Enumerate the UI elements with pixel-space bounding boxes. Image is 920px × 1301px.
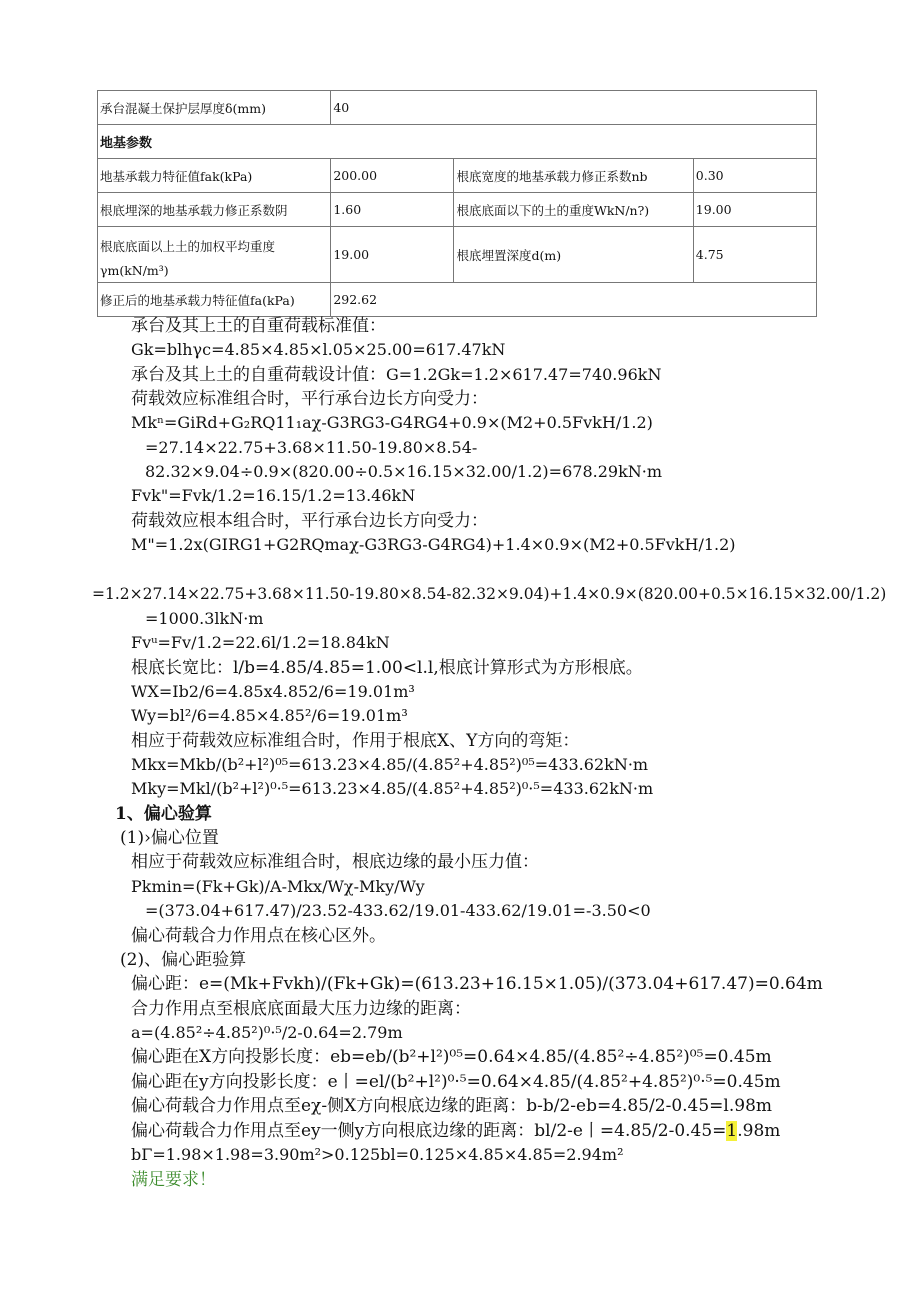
nb-value: 0.30 xyxy=(693,159,816,193)
fak-label: 地基承载力特征值fak(kPa) xyxy=(98,159,331,193)
formula-line: 82.32×9.04÷0.9×(820.00÷0.5×16.15×32.00/1.2)=678.29kN·m xyxy=(145,462,663,481)
formula-line: Gk=blhγc=4.85×4.85×l.05×25.00=617.47kN xyxy=(131,340,506,359)
table-row xyxy=(98,227,817,283)
cover-thickness-value: 40 xyxy=(331,91,817,125)
text-segment: .98m xyxy=(737,1121,781,1141)
text-line: 偏心距在X方向投影长度：eb=eb/(b²+l²)⁰⁵=0.64×4.85/(4.85²÷4.85²)⁰⁵=0.45m xyxy=(131,1047,772,1067)
gamma-label: 根底底面以下的土的重度WkN/n?) xyxy=(454,193,693,227)
text-line: 偏心距在y方向投影长度：e丨=el/(b²+l²)⁰·⁵=0.64×4.85/(4.85²+4.85²)⁰·⁵=0.45m xyxy=(131,1072,781,1092)
text-line: 荷载效应根本组合时，平行承台边长方向受力： xyxy=(131,511,488,531)
subsection-heading-text: (1)›偏心位置 xyxy=(120,828,219,848)
formula-line: Mky=Mkl/(b²+l²)⁰·⁵=613.23×4.85/(4.85²+4.85²)⁰·⁵=433.62kN·m xyxy=(131,779,654,798)
text-line: 合力作用点至根底底面最大压力边缘的距离： xyxy=(131,999,471,1019)
gamma-value: 19.00 xyxy=(693,193,816,227)
text-line: 相应于荷载效应标准组合时，作用于根底X、Y方向的弯矩： xyxy=(131,731,580,751)
text-line: 荷载效应标准组合时，平行承台边长方向受力： xyxy=(131,389,488,409)
formula-line: Wy=bl²/6=4.85×4.85²/6=19.01m³ xyxy=(131,706,408,725)
formula-line: =1.2×27.14×22.75+3.68×11.50-19.80×8.54-82.32×9.04)+1.4×0.9×(820.00+0.5×16.15×32.00/1.2) xyxy=(92,585,887,603)
formula-line: =1000.3lkN·m xyxy=(145,609,264,628)
parameter-table xyxy=(97,90,817,317)
text-line: 偏心荷载合力作用点至eχ-侧X方向根底边缘的距离：b-b/2-eb=4.85/2-0.45=l.98m xyxy=(131,1096,773,1116)
formula-line: WX=Ib2/6=4.85x4.852/6=19.01m³ xyxy=(131,682,415,701)
table-row xyxy=(98,159,817,193)
formula-line: a=(4.85²÷4.85²)⁰·⁵/2-0.64=2.79m xyxy=(131,1023,403,1042)
depth-label: 根底埋置深度d(m) xyxy=(454,227,693,283)
text-line: 相应于荷载效应标准组合时，根底边缘的最小压力值： xyxy=(131,852,539,872)
cover-thickness-label: 承台混凝土保护层厚度δ(mm) xyxy=(98,91,331,125)
gamma-m-label xyxy=(98,227,331,283)
fak-value: 200.00 xyxy=(331,159,454,193)
text-line: 承台及其上土的自重荷载标准值： xyxy=(131,316,386,336)
formula-line: =(373.04+617.47)/23.52-433.62/19.01-433.62/19.01=-3.50<0 xyxy=(145,901,651,920)
gamma-m-label-line2: γm(kN/m³) xyxy=(100,263,169,278)
table-row xyxy=(98,125,817,159)
table-row xyxy=(98,283,817,317)
table-row xyxy=(98,91,817,125)
formula-line: Pkmin=(Fk+Gk)/A-Mkx/Wχ-Mky/Wy xyxy=(131,877,425,896)
text-line: 根底长宽比：l/b=4.85/4.85=1.00<l.l,根底计算形式为方形根底。 xyxy=(131,658,643,678)
formula-segment: G=1.2Gk=1.2×617.47=740.96kN xyxy=(386,365,662,384)
text-segment: 偏心荷载合力作用点至ey一侧y方向根底边缘的距离：bl/2-e丨=4.85/2-0.45= xyxy=(131,1121,727,1141)
text-line xyxy=(131,1121,780,1141)
section-heading: 地基参数 xyxy=(98,125,817,159)
formula-line: Fvᵘ=Fv/1.2=22.6l/1.2=18.84kN xyxy=(131,633,390,652)
fa-label: 修正后的地基承载力特征值fa(kPa) xyxy=(98,283,331,317)
subsection-heading xyxy=(120,828,219,848)
formula-line: Fvk"=Fvk/1.2=16.15/1.2=13.46kN xyxy=(131,486,416,505)
fa-value: 292.62 xyxy=(331,283,817,317)
text-segment: 承台及其上土的自重荷载设计值： xyxy=(131,365,386,385)
section-heading: 1、偏心验算 xyxy=(115,804,212,824)
formula-line: Mkⁿ=GiRd+G₂RQ11₁aχ-G3RG3-G4RG4+0.9×(M2+0.5FvkH/1.2) xyxy=(131,413,653,432)
formula-line: bΓ=1.98×1.98=3.90m²>0.125bl=0.125×4.85×4.85=2.94m² xyxy=(131,1145,624,1164)
highlighted-text: 1 xyxy=(726,1121,738,1141)
conclusion-text: 满足要求！ xyxy=(131,1170,216,1190)
nd-label: 根底埋深的地基承载力修正系数阴 xyxy=(98,193,331,227)
gamma-m-value: 19.00 xyxy=(331,227,454,283)
depth-value: 4.75 xyxy=(693,227,816,283)
gamma-m-label-line1: 根底底面以上土的加权平均重度 xyxy=(100,239,276,254)
formula-line: =27.14×22.75+3.68×11.50-19.80×8.54- xyxy=(145,438,478,457)
text-line xyxy=(131,365,661,385)
table-row xyxy=(98,193,817,227)
nd-value: 1.60 xyxy=(331,193,454,227)
subsection-heading: (2)、偏心距验算 xyxy=(120,950,247,970)
formula-line: M"=1.2x(GIRG1+G2RQmaχ-G3RG3-G4RG4)+1.4×0.9×(M2+0.5FvkH/1.2) xyxy=(131,535,736,554)
text-line: 偏心距：e=(Mk+Fvkh)/(Fk+Gk)=(613.23+16.15×1.05)/(373.04+617.47)=0.64m xyxy=(131,974,823,994)
text-line: 偏心荷载合力作用点在核心区外。 xyxy=(131,926,386,946)
nb-label: 根底宽度的地基承载力修正系数nb xyxy=(454,159,693,193)
formula-line: Mkx=Mkb/(b²+l²)⁰⁵=613.23×4.85/(4.85²+4.85²)⁰⁵=433.62kN·m xyxy=(131,755,649,774)
